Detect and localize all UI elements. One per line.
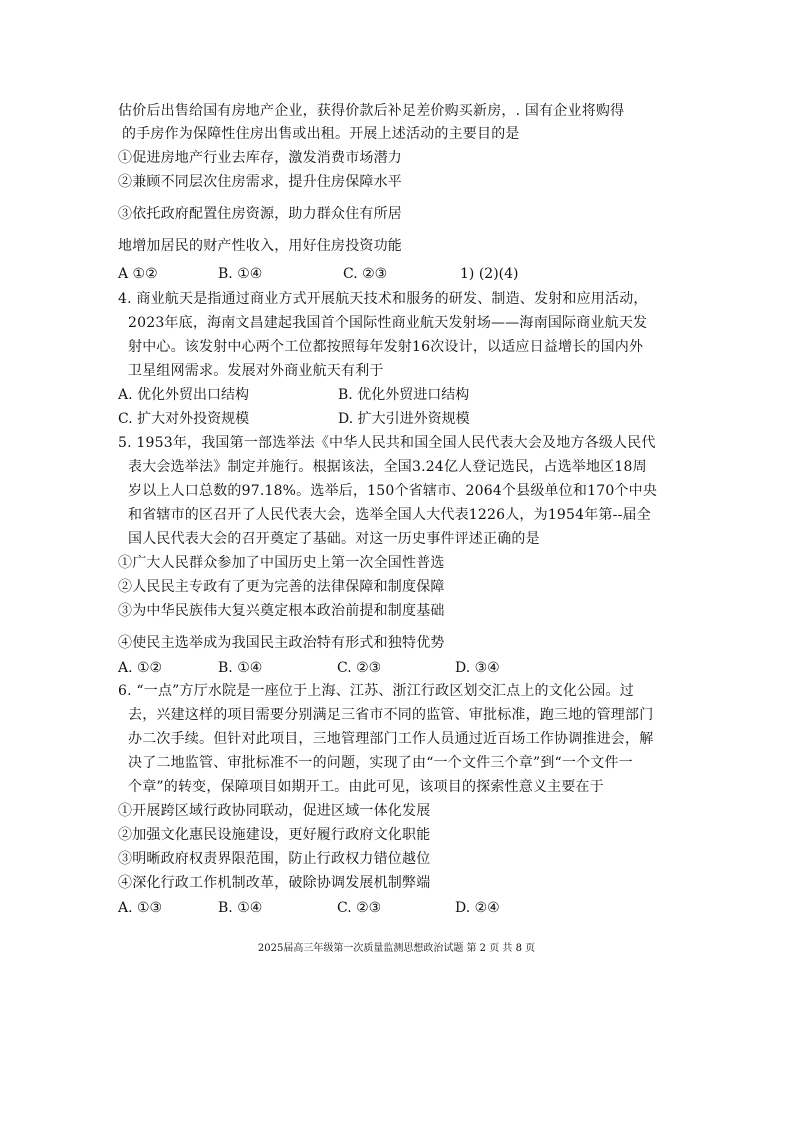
q4-option-c: C. 扩大对外投资规模 [118,411,250,427]
q5-statement-3: ③为中华民族伟大复兴奠定根本政治前提和制度基础 [118,603,445,619]
q4-option-a: A. 优化外贸出口结构 [118,387,250,403]
q5-statement-1: ①广大人民群众参加了中国历史上第一次全国性普选 [118,555,445,571]
q4-option-d: D. 扩大引进外资规模 [338,411,470,427]
q6-stem-line-2: 去，兴建这样的项目需要分别满足三省市不同的监管、审批标准，跑三地的管理部门 [128,707,654,723]
q6-stem-line-3: 办二次手续。但针对此项目，三地管理部门工作人员通过近百场工作协调推进会，解 [128,731,654,747]
q5-statement-2: ②人民民主专政有了更为完善的法律保障和制度保障 [118,579,445,595]
page-footer: 2025届高三年级第一次质量监测思想政治试题 第 2 页 共 8 页 [257,943,536,954]
q4-stem-line-3: 射中心。该发射中心两个工位都按照每年发射16次设计，以适应日益增长的国内外 [128,339,644,355]
q3-stem-line-2: 的手房作为保障性住房出售或出租。开展上述活动的主要目的是 [122,126,520,142]
q5-stem-line-5: 国人民代表大会的召开奠定了基础。对这一历史事件评述正确的是 [128,531,540,547]
q3-statement-4: 地增加居民的财产性收入，用好住房投资功能 [118,238,402,254]
q4-stem-line-4: 卫星组网需求。发展对外商业航天有利于 [128,363,384,379]
q6-option-d: D. ②④ [455,900,500,916]
q6-option-a: A. ①③ [118,900,163,916]
q6-statement-4: ④深化行政工作机制改革，破除协调发展机制弊端 [118,875,431,891]
q5-option-a: A. ①② [118,660,163,676]
q6-stem-line-1: 6. “一点”方厅水院是一座位于上海、江苏、浙江行政区划交汇点上的文化公园。过 [118,683,634,699]
q3-statement-2: ②兼顾不同层次住房需求，提升住房保障水平 [118,174,402,190]
q4-stem-line-2: 2023年底，海南文昌建起我国首个国际性商业航天发射场——海南国际商业航天发 [128,315,648,331]
q6-statement-2: ②加强文化惠民设施建设，更好履行政府文化职能 [118,827,431,843]
q5-stem-line-3: 岁以上人口总数的97.18%。选举后，150个省辖市、2064个县级单位和170个中央 [128,483,658,499]
q3-statement-1: ①促进房地产行业去库存，激发消费市场潜力 [118,150,402,166]
q3-statement-3: ③依托政府配置住房资源，助力群众住有所居 [118,206,402,222]
q5-option-d: D. ③④ [455,660,500,676]
q3-stem-line-1: 估价后出售给国有房地产企业，获得价款后补足差价购买新房，. 国有企业将购得 [118,103,625,119]
q6-option-b: B. ①④ [218,900,263,916]
q5-option-b: B. ①④ [218,660,263,676]
q3-option-a: A ①② [118,266,158,282]
q4-stem-line-1: 4. 商业航天是指通过商业方式开展航天技术和服务的研发、制造、发射和应用活动， [118,291,648,307]
q6-stem-line-4: 决了二地监管、审批标准不一的问题，实现了由“一个文件三个章”到“一个文件一 [128,755,633,771]
q3-option-d: 1) (2)(4) [460,266,519,282]
q6-statement-3: ③明晰政府权责界限范围，防止行政权力错位越位 [118,851,431,867]
q5-stem-line-1: 5. 1953年，我国第一部选举法《中华人民共和国全国人民代表大会及地方各级人民代 [118,435,656,451]
q5-option-c: C. ②③ [337,660,382,676]
q6-option-c: C. ②③ [337,900,382,916]
q5-stem-line-4: 和省辖市的区召开了人民代表大会，选举全国人大代表1226人，为1954年第--届全 [128,507,651,523]
q3-option-b: B. ①④ [218,266,263,282]
q4-option-b: B. 优化外贸进口结构 [338,387,470,403]
q3-option-c: C. ②③ [343,266,388,282]
q5-stem-line-2: 表大会选举法》制定并施行。根据该法，全国3.24亿人登记选民，占选举地区18周 [128,459,647,475]
q6-statement-1: ①开展跨区域行政协同联动，促进区域一体化发展 [118,803,431,819]
q6-stem-line-5: 个章”的转变，保障项目如期开工。由此可见，该项目的探索性意义主要在于 [128,779,604,795]
q5-statement-4: ④使民主选举成为我国民主政治特有形式和独特优势 [118,635,445,651]
